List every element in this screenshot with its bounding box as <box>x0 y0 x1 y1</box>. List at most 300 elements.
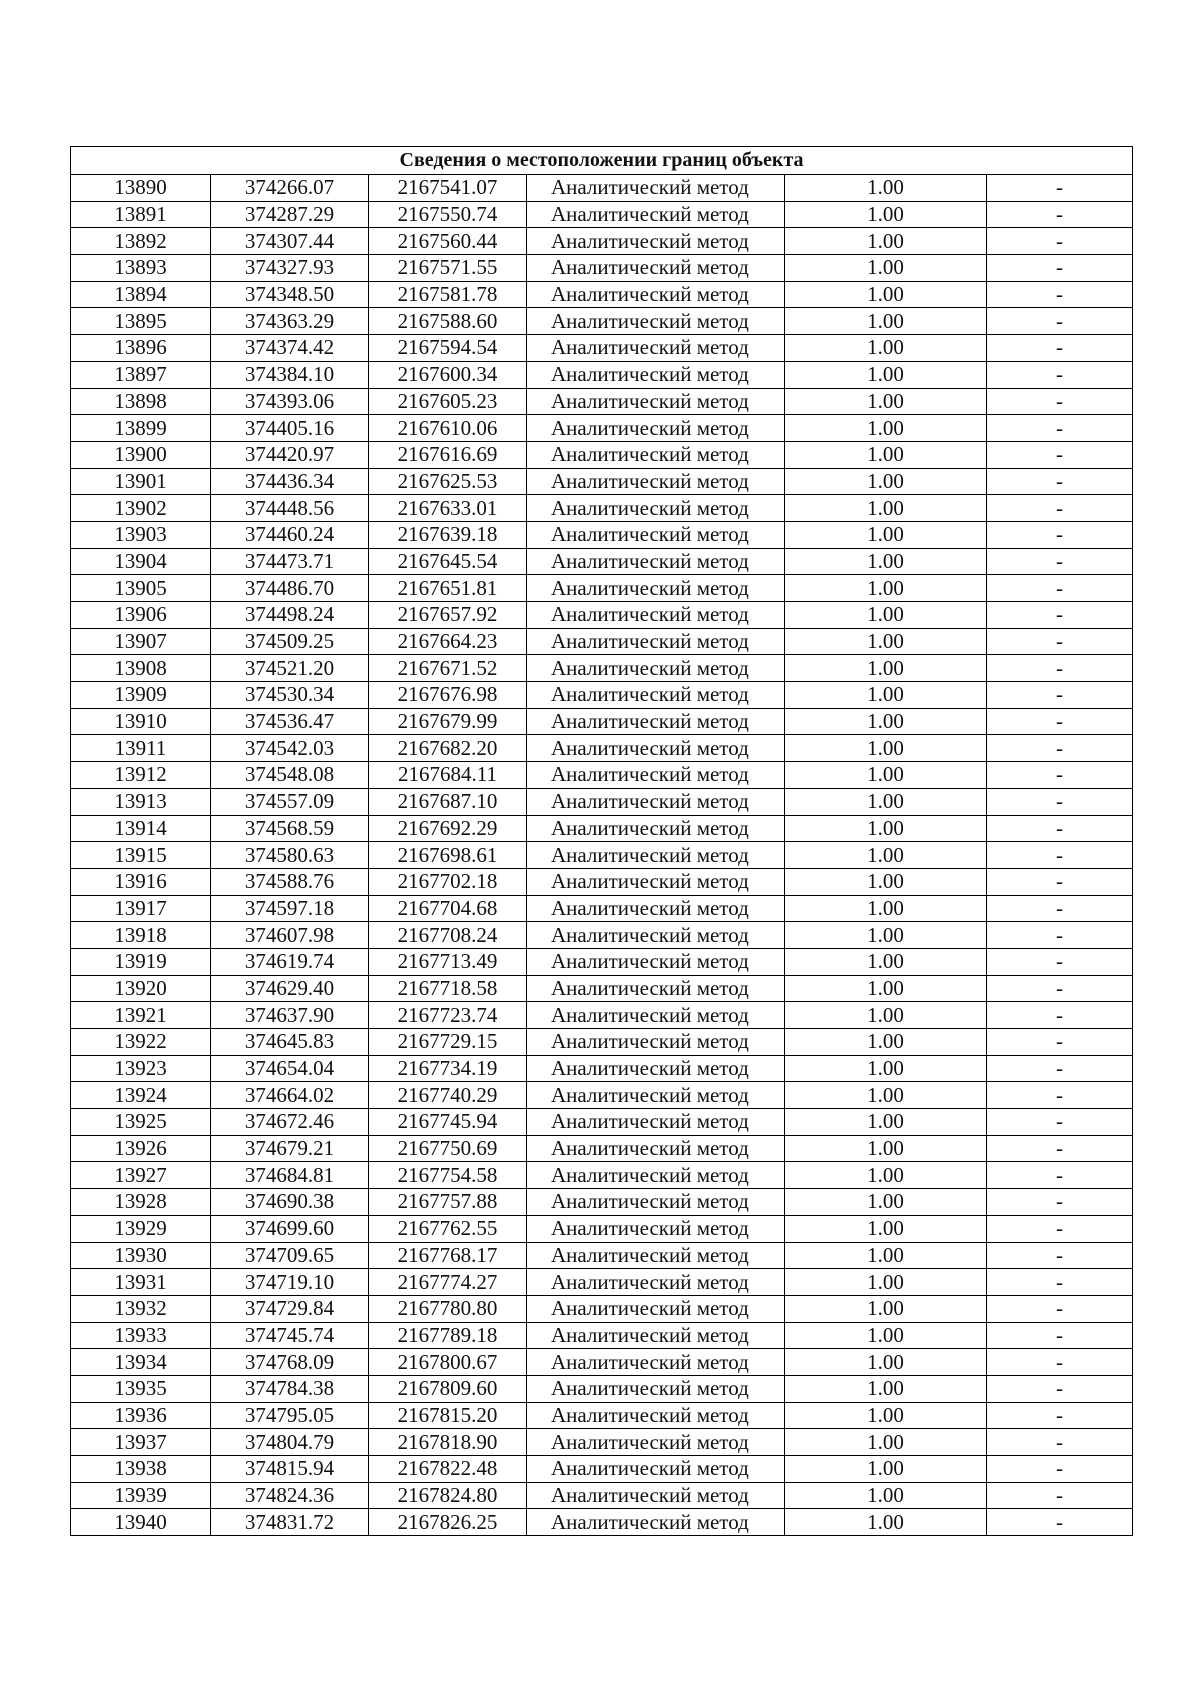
table-row <box>71 602 1133 629</box>
y-coordinate-cell: 2167754.58 <box>369 1162 527 1189</box>
accuracy-cell: 1.00 <box>785 602 987 629</box>
accuracy-cell: 1.00 <box>785 388 987 415</box>
method-cell: Аналитический метод <box>527 361 785 388</box>
method-cell: Аналитический метод <box>527 1135 785 1162</box>
y-coordinate-cell: 2167625.53 <box>369 468 527 495</box>
x-coordinate-cell: 374536.47 <box>211 708 369 735</box>
description-cell: - <box>987 1509 1133 1536</box>
point-number-cell: 13904 <box>71 548 211 575</box>
table-row <box>71 735 1133 762</box>
table-row <box>71 521 1133 548</box>
method-cell: Аналитический метод <box>527 415 785 442</box>
point-number-cell: 13923 <box>71 1055 211 1082</box>
y-coordinate-cell: 2167651.81 <box>369 575 527 602</box>
method-cell: Аналитический метод <box>527 1055 785 1082</box>
table-row <box>71 1135 1133 1162</box>
table-row <box>71 815 1133 842</box>
accuracy-cell: 1.00 <box>785 735 987 762</box>
table-row <box>71 495 1133 522</box>
y-coordinate-cell: 2167774.27 <box>369 1269 527 1296</box>
point-number-cell: 13919 <box>71 948 211 975</box>
x-coordinate-cell: 374619.74 <box>211 948 369 975</box>
table-row <box>71 1242 1133 1269</box>
x-coordinate-cell: 374784.38 <box>211 1375 369 1402</box>
accuracy-cell: 1.00 <box>785 842 987 869</box>
point-number-cell: 13932 <box>71 1295 211 1322</box>
table-row <box>71 1375 1133 1402</box>
method-cell: Аналитический метод <box>527 575 785 602</box>
x-coordinate-cell: 374768.09 <box>211 1349 369 1376</box>
x-coordinate-cell: 374521.20 <box>211 655 369 682</box>
method-cell: Аналитический метод <box>527 521 785 548</box>
table-row <box>71 842 1133 869</box>
accuracy-cell: 1.00 <box>785 815 987 842</box>
y-coordinate-cell: 2167594.54 <box>369 335 527 362</box>
description-cell: - <box>987 655 1133 682</box>
table-row <box>71 281 1133 308</box>
accuracy-cell: 1.00 <box>785 1082 987 1109</box>
x-coordinate-cell: 374557.09 <box>211 788 369 815</box>
accuracy-cell: 1.00 <box>785 868 987 895</box>
description-cell: - <box>987 1295 1133 1322</box>
y-coordinate-cell: 2167639.18 <box>369 521 527 548</box>
point-number-cell: 13917 <box>71 895 211 922</box>
y-coordinate-cell: 2167718.58 <box>369 975 527 1002</box>
point-number-cell: 13890 <box>71 175 211 202</box>
description-cell: - <box>987 948 1133 975</box>
y-coordinate-cell: 2167633.01 <box>369 495 527 522</box>
x-coordinate-cell: 374363.29 <box>211 308 369 335</box>
point-number-cell: 13911 <box>71 735 211 762</box>
method-cell: Аналитический метод <box>527 1482 785 1509</box>
accuracy-cell: 1.00 <box>785 521 987 548</box>
description-cell: - <box>987 201 1133 228</box>
table-body <box>71 175 1133 1536</box>
description-cell: - <box>987 1082 1133 1109</box>
table-row <box>71 895 1133 922</box>
table-row <box>71 655 1133 682</box>
x-coordinate-cell: 374448.56 <box>211 495 369 522</box>
method-cell: Аналитический метод <box>527 628 785 655</box>
x-coordinate-cell: 374327.93 <box>211 255 369 282</box>
description-cell: - <box>987 1402 1133 1429</box>
description-cell: - <box>987 335 1133 362</box>
table-row <box>71 255 1133 282</box>
table-row <box>71 708 1133 735</box>
x-coordinate-cell: 374607.98 <box>211 922 369 949</box>
table-row <box>71 1002 1133 1029</box>
accuracy-cell: 1.00 <box>785 1295 987 1322</box>
description-cell: - <box>987 762 1133 789</box>
table-row <box>71 335 1133 362</box>
x-coordinate-cell: 374672.46 <box>211 1109 369 1136</box>
y-coordinate-cell: 2167698.61 <box>369 842 527 869</box>
y-coordinate-cell: 2167815.20 <box>369 1402 527 1429</box>
y-coordinate-cell: 2167713.49 <box>369 948 527 975</box>
table-row <box>71 1055 1133 1082</box>
x-coordinate-cell: 374486.70 <box>211 575 369 602</box>
y-coordinate-cell: 2167729.15 <box>369 1029 527 1056</box>
boundary-coordinates-table <box>70 146 1133 1536</box>
accuracy-cell: 1.00 <box>785 1402 987 1429</box>
method-cell: Аналитический метод <box>527 1456 785 1483</box>
method-cell: Аналитический метод <box>527 201 785 228</box>
accuracy-cell: 1.00 <box>785 1029 987 1056</box>
table-row <box>71 1269 1133 1296</box>
method-cell: Аналитический метод <box>527 762 785 789</box>
point-number-cell: 13900 <box>71 441 211 468</box>
method-cell: Аналитический метод <box>527 1429 785 1456</box>
y-coordinate-cell: 2167800.67 <box>369 1349 527 1376</box>
description-cell: - <box>987 628 1133 655</box>
y-coordinate-cell: 2167702.18 <box>369 868 527 895</box>
table-row <box>71 1482 1133 1509</box>
accuracy-cell: 1.00 <box>785 1162 987 1189</box>
point-number-cell: 13925 <box>71 1109 211 1136</box>
x-coordinate-cell: 374393.06 <box>211 388 369 415</box>
y-coordinate-cell: 2167671.52 <box>369 655 527 682</box>
description-cell: - <box>987 708 1133 735</box>
x-coordinate-cell: 374548.08 <box>211 762 369 789</box>
x-coordinate-cell: 374664.02 <box>211 1082 369 1109</box>
point-number-cell: 13922 <box>71 1029 211 1056</box>
point-number-cell: 13920 <box>71 975 211 1002</box>
table-row <box>71 361 1133 388</box>
table-row <box>71 922 1133 949</box>
accuracy-cell: 1.00 <box>785 655 987 682</box>
accuracy-cell: 1.00 <box>785 1429 987 1456</box>
x-coordinate-cell: 374374.42 <box>211 335 369 362</box>
point-number-cell: 13905 <box>71 575 211 602</box>
y-coordinate-cell: 2167824.80 <box>369 1482 527 1509</box>
description-cell: - <box>987 415 1133 442</box>
accuracy-cell: 1.00 <box>785 201 987 228</box>
point-number-cell: 13931 <box>71 1269 211 1296</box>
accuracy-cell: 1.00 <box>785 1215 987 1242</box>
accuracy-cell: 1.00 <box>785 1349 987 1376</box>
y-coordinate-cell: 2167762.55 <box>369 1215 527 1242</box>
accuracy-cell: 1.00 <box>785 361 987 388</box>
table-row <box>71 868 1133 895</box>
x-coordinate-cell: 374568.59 <box>211 815 369 842</box>
accuracy-cell: 1.00 <box>785 1456 987 1483</box>
x-coordinate-cell: 374729.84 <box>211 1295 369 1322</box>
table-row <box>71 201 1133 228</box>
point-number-cell: 13903 <box>71 521 211 548</box>
y-coordinate-cell: 2167550.74 <box>369 201 527 228</box>
x-coordinate-cell: 374542.03 <box>211 735 369 762</box>
accuracy-cell: 1.00 <box>785 255 987 282</box>
x-coordinate-cell: 374719.10 <box>211 1269 369 1296</box>
point-number-cell: 13927 <box>71 1162 211 1189</box>
method-cell: Аналитический метод <box>527 1029 785 1056</box>
x-coordinate-cell: 374266.07 <box>211 175 369 202</box>
method-cell: Аналитический метод <box>527 175 785 202</box>
method-cell: Аналитический метод <box>527 468 785 495</box>
table-row <box>71 1215 1133 1242</box>
method-cell: Аналитический метод <box>527 335 785 362</box>
point-number-cell: 13897 <box>71 361 211 388</box>
x-coordinate-cell: 374709.65 <box>211 1242 369 1269</box>
accuracy-cell: 1.00 <box>785 468 987 495</box>
table-row <box>71 1429 1133 1456</box>
description-cell: - <box>987 1375 1133 1402</box>
y-coordinate-cell: 2167745.94 <box>369 1109 527 1136</box>
point-number-cell: 13913 <box>71 788 211 815</box>
point-number-cell: 13928 <box>71 1189 211 1216</box>
point-number-cell: 13896 <box>71 335 211 362</box>
method-cell: Аналитический метод <box>527 1269 785 1296</box>
description-cell: - <box>987 1269 1133 1296</box>
method-cell: Аналитический метод <box>527 682 785 709</box>
point-number-cell: 13921 <box>71 1002 211 1029</box>
accuracy-cell: 1.00 <box>785 548 987 575</box>
method-cell: Аналитический метод <box>527 948 785 975</box>
point-number-cell: 13907 <box>71 628 211 655</box>
accuracy-cell: 1.00 <box>785 495 987 522</box>
x-coordinate-cell: 374405.16 <box>211 415 369 442</box>
x-coordinate-cell: 374679.21 <box>211 1135 369 1162</box>
accuracy-cell: 1.00 <box>785 1109 987 1136</box>
accuracy-cell: 1.00 <box>785 575 987 602</box>
x-coordinate-cell: 374637.90 <box>211 1002 369 1029</box>
x-coordinate-cell: 374815.94 <box>211 1456 369 1483</box>
table-row <box>71 1456 1133 1483</box>
point-number-cell: 13933 <box>71 1322 211 1349</box>
method-cell: Аналитический метод <box>527 1322 785 1349</box>
point-number-cell: 13902 <box>71 495 211 522</box>
table-row <box>71 175 1133 202</box>
y-coordinate-cell: 2167780.80 <box>369 1295 527 1322</box>
y-coordinate-cell: 2167768.17 <box>369 1242 527 1269</box>
description-cell: - <box>987 602 1133 629</box>
description-cell: - <box>987 255 1133 282</box>
y-coordinate-cell: 2167789.18 <box>369 1322 527 1349</box>
description-cell: - <box>987 868 1133 895</box>
description-cell: - <box>987 682 1133 709</box>
table-row <box>71 1162 1133 1189</box>
y-coordinate-cell: 2167734.19 <box>369 1055 527 1082</box>
y-coordinate-cell: 2167571.55 <box>369 255 527 282</box>
accuracy-cell: 1.00 <box>785 948 987 975</box>
point-number-cell: 13893 <box>71 255 211 282</box>
method-cell: Аналитический метод <box>527 1162 785 1189</box>
x-coordinate-cell: 374580.63 <box>211 842 369 869</box>
table-row <box>71 1082 1133 1109</box>
table-row <box>71 415 1133 442</box>
description-cell: - <box>987 1215 1133 1242</box>
accuracy-cell: 1.00 <box>785 1269 987 1296</box>
table-row <box>71 628 1133 655</box>
y-coordinate-cell: 2167605.23 <box>369 388 527 415</box>
accuracy-cell: 1.00 <box>785 1375 987 1402</box>
description-cell: - <box>987 1135 1133 1162</box>
description-cell: - <box>987 1482 1133 1509</box>
y-coordinate-cell: 2167645.54 <box>369 548 527 575</box>
x-coordinate-cell: 374460.24 <box>211 521 369 548</box>
method-cell: Аналитический метод <box>527 1109 785 1136</box>
accuracy-cell: 1.00 <box>785 1509 987 1536</box>
y-coordinate-cell: 2167676.98 <box>369 682 527 709</box>
x-coordinate-cell: 374699.60 <box>211 1215 369 1242</box>
y-coordinate-cell: 2167757.88 <box>369 1189 527 1216</box>
point-number-cell: 13916 <box>71 868 211 895</box>
point-number-cell: 13906 <box>71 602 211 629</box>
x-coordinate-cell: 374745.74 <box>211 1322 369 1349</box>
method-cell: Аналитический метод <box>527 228 785 255</box>
y-coordinate-cell: 2167687.10 <box>369 788 527 815</box>
point-number-cell: 13940 <box>71 1509 211 1536</box>
table-row <box>71 1109 1133 1136</box>
method-cell: Аналитический метод <box>527 1215 785 1242</box>
y-coordinate-cell: 2167560.44 <box>369 228 527 255</box>
description-cell: - <box>987 842 1133 869</box>
description-cell: - <box>987 175 1133 202</box>
table-row <box>71 1402 1133 1429</box>
description-cell: - <box>987 575 1133 602</box>
method-cell: Аналитический метод <box>527 815 785 842</box>
description-cell: - <box>987 441 1133 468</box>
point-number-cell: 13934 <box>71 1349 211 1376</box>
method-cell: Аналитический метод <box>527 548 785 575</box>
method-cell: Аналитический метод <box>527 708 785 735</box>
y-coordinate-cell: 2167750.69 <box>369 1135 527 1162</box>
method-cell: Аналитический метод <box>527 1002 785 1029</box>
method-cell: Аналитический метод <box>527 895 785 922</box>
accuracy-cell: 1.00 <box>785 628 987 655</box>
y-coordinate-cell: 2167708.24 <box>369 922 527 949</box>
accuracy-cell: 1.00 <box>785 1055 987 1082</box>
table-row <box>71 1029 1133 1056</box>
method-cell: Аналитический метод <box>527 1349 785 1376</box>
method-cell: Аналитический метод <box>527 255 785 282</box>
y-coordinate-cell: 2167664.23 <box>369 628 527 655</box>
description-cell: - <box>987 521 1133 548</box>
description-cell: - <box>987 1002 1133 1029</box>
method-cell: Аналитический метод <box>527 922 785 949</box>
table-row <box>71 762 1133 789</box>
point-number-cell: 13924 <box>71 1082 211 1109</box>
x-coordinate-cell: 374307.44 <box>211 228 369 255</box>
y-coordinate-cell: 2167616.69 <box>369 441 527 468</box>
description-cell: - <box>987 975 1133 1002</box>
description-cell: - <box>987 388 1133 415</box>
accuracy-cell: 1.00 <box>785 175 987 202</box>
table-row <box>71 468 1133 495</box>
method-cell: Аналитический метод <box>527 1375 785 1402</box>
description-cell: - <box>987 1456 1133 1483</box>
accuracy-cell: 1.00 <box>785 281 987 308</box>
x-coordinate-cell: 374384.10 <box>211 361 369 388</box>
point-number-cell: 13914 <box>71 815 211 842</box>
description-cell: - <box>987 788 1133 815</box>
x-coordinate-cell: 374473.71 <box>211 548 369 575</box>
table-row <box>71 308 1133 335</box>
y-coordinate-cell: 2167581.78 <box>369 281 527 308</box>
method-cell: Аналитический метод <box>527 1082 785 1109</box>
accuracy-cell: 1.00 <box>785 1002 987 1029</box>
point-number-cell: 13918 <box>71 922 211 949</box>
x-coordinate-cell: 374654.04 <box>211 1055 369 1082</box>
accuracy-cell: 1.00 <box>785 415 987 442</box>
method-cell: Аналитический метод <box>527 655 785 682</box>
x-coordinate-cell: 374530.34 <box>211 682 369 709</box>
description-cell: - <box>987 361 1133 388</box>
table-row <box>71 1189 1133 1216</box>
description-cell: - <box>987 1349 1133 1376</box>
accuracy-cell: 1.00 <box>785 308 987 335</box>
description-cell: - <box>987 308 1133 335</box>
point-number-cell: 13912 <box>71 762 211 789</box>
accuracy-cell: 1.00 <box>785 708 987 735</box>
accuracy-cell: 1.00 <box>785 922 987 949</box>
accuracy-cell: 1.00 <box>785 1322 987 1349</box>
table-title-row <box>71 147 1133 175</box>
x-coordinate-cell: 374629.40 <box>211 975 369 1002</box>
method-cell: Аналитический метод <box>527 495 785 522</box>
table-row <box>71 975 1133 1002</box>
accuracy-cell: 1.00 <box>785 1135 987 1162</box>
point-number-cell: 13937 <box>71 1429 211 1456</box>
x-coordinate-cell: 374287.29 <box>211 201 369 228</box>
method-cell: Аналитический метод <box>527 441 785 468</box>
y-coordinate-cell: 2167704.68 <box>369 895 527 922</box>
x-coordinate-cell: 374831.72 <box>211 1509 369 1536</box>
y-coordinate-cell: 2167684.11 <box>369 762 527 789</box>
table-row <box>71 1509 1133 1536</box>
method-cell: Аналитический метод <box>527 1295 785 1322</box>
point-number-cell: 13891 <box>71 201 211 228</box>
method-cell: Аналитический метод <box>527 1509 785 1536</box>
y-coordinate-cell: 2167692.29 <box>369 815 527 842</box>
accuracy-cell: 1.00 <box>785 228 987 255</box>
table-row <box>71 441 1133 468</box>
accuracy-cell: 1.00 <box>785 335 987 362</box>
point-number-cell: 13894 <box>71 281 211 308</box>
description-cell: - <box>987 922 1133 949</box>
y-coordinate-cell: 2167657.92 <box>369 602 527 629</box>
point-number-cell: 13901 <box>71 468 211 495</box>
y-coordinate-cell: 2167822.48 <box>369 1456 527 1483</box>
table-row <box>71 388 1133 415</box>
y-coordinate-cell: 2167610.06 <box>369 415 527 442</box>
point-number-cell: 13895 <box>71 308 211 335</box>
x-coordinate-cell: 374348.50 <box>211 281 369 308</box>
y-coordinate-cell: 2167809.60 <box>369 1375 527 1402</box>
accuracy-cell: 1.00 <box>785 788 987 815</box>
description-cell: - <box>987 1322 1133 1349</box>
description-cell: - <box>987 495 1133 522</box>
description-cell: - <box>987 815 1133 842</box>
method-cell: Аналитический метод <box>527 388 785 415</box>
description-cell: - <box>987 548 1133 575</box>
accuracy-cell: 1.00 <box>785 975 987 1002</box>
point-number-cell: 13908 <box>71 655 211 682</box>
x-coordinate-cell: 374645.83 <box>211 1029 369 1056</box>
method-cell: Аналитический метод <box>527 975 785 1002</box>
method-cell: Аналитический метод <box>527 842 785 869</box>
description-cell: - <box>987 1055 1133 1082</box>
description-cell: - <box>987 1029 1133 1056</box>
point-number-cell: 13935 <box>71 1375 211 1402</box>
table-row <box>71 948 1133 975</box>
description-cell: - <box>987 1109 1133 1136</box>
point-number-cell: 13909 <box>71 682 211 709</box>
description-cell: - <box>987 895 1133 922</box>
y-coordinate-cell: 2167682.20 <box>369 735 527 762</box>
method-cell: Аналитический метод <box>527 1402 785 1429</box>
description-cell: - <box>987 1429 1133 1456</box>
